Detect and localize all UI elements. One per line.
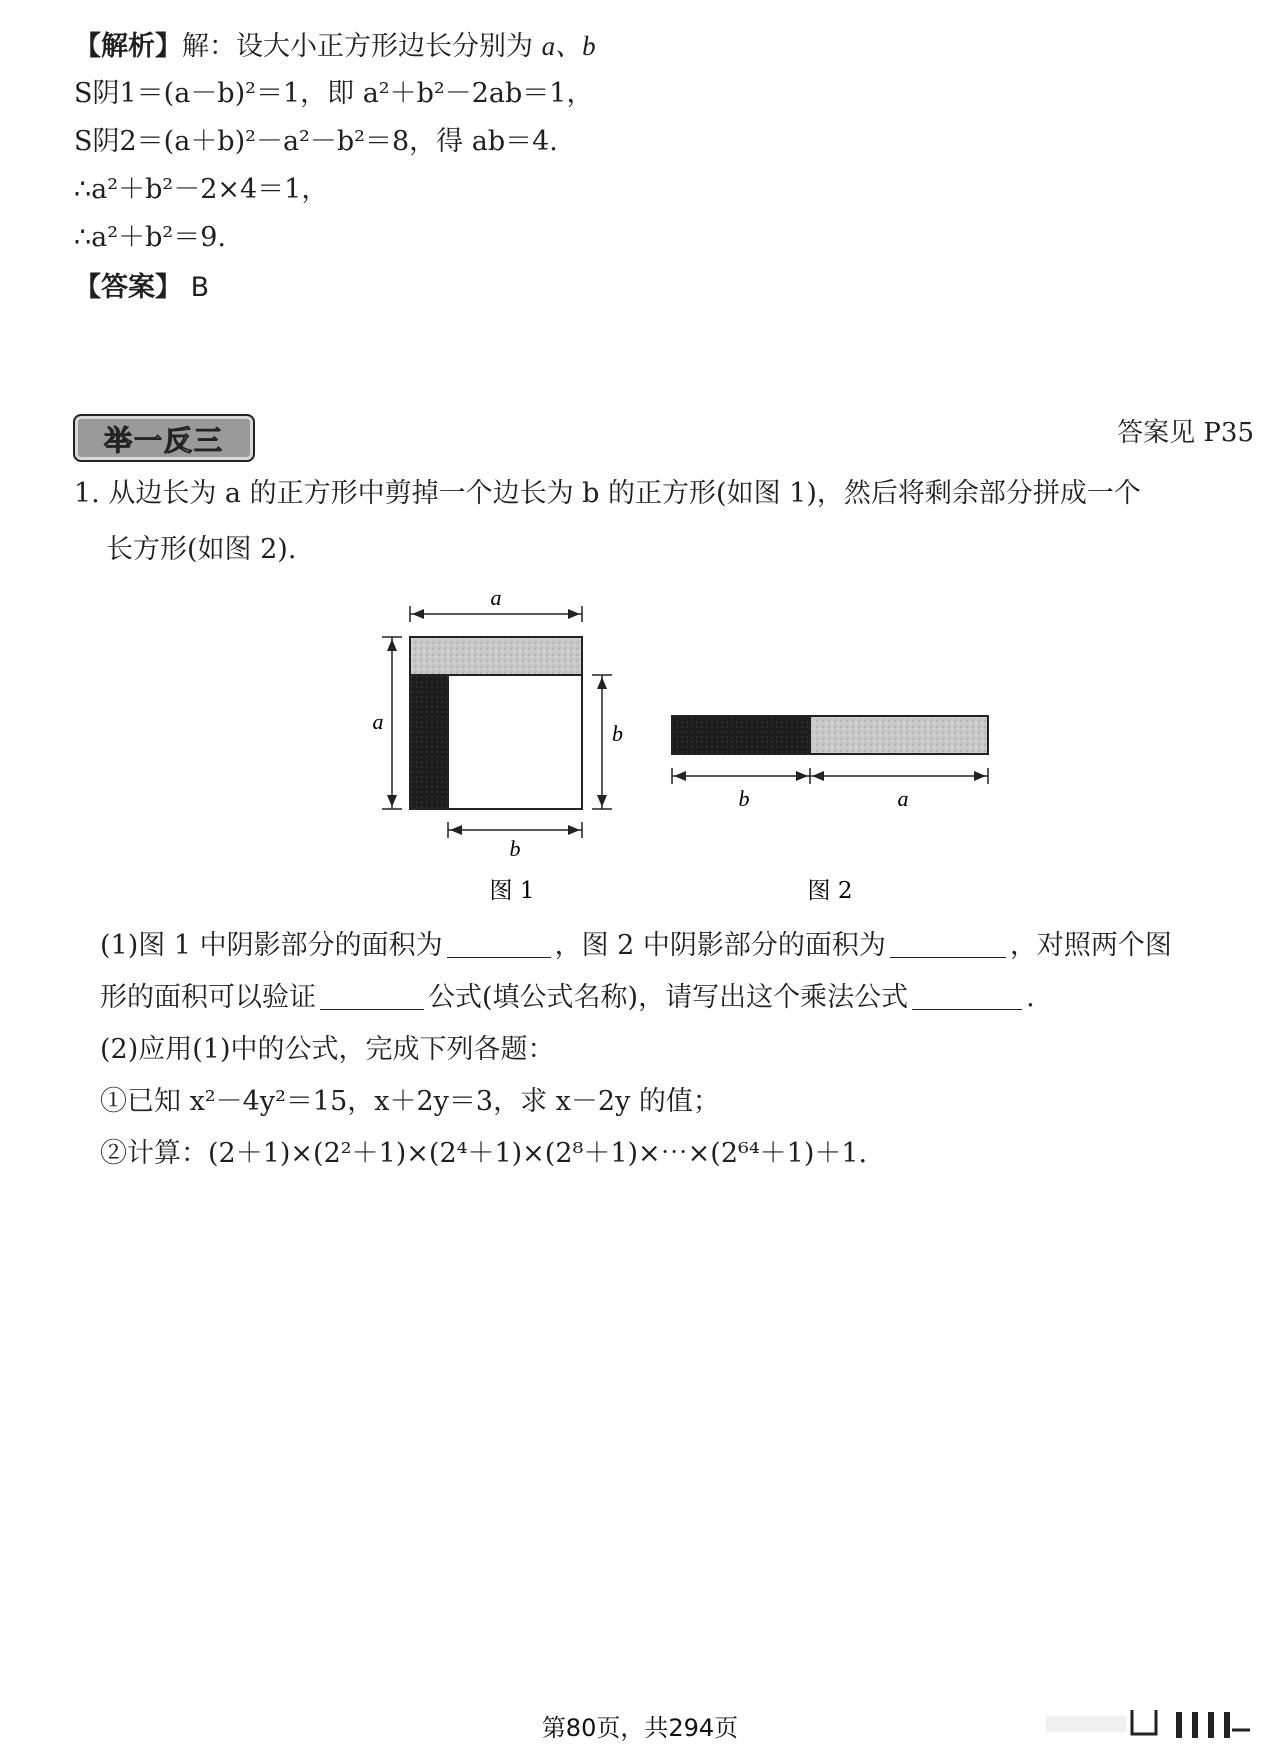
answer-reference: 答案见 P35 bbox=[1117, 418, 1254, 448]
question-2-1: ①已知 x²－4y²＝15，x＋2y＝3，求 x－2y 的值； bbox=[100, 1086, 720, 1117]
fig1-caption: 图 1 bbox=[489, 878, 535, 904]
analysis-intro: 解：设大小正方形边长分别为 bbox=[182, 31, 533, 62]
problem-stem-2: 长方形(如图 2). bbox=[106, 534, 297, 565]
figure-2 bbox=[672, 716, 988, 904]
question-2-2: ②计算：(2＋1)×(2²＋1)×(2⁴＋1)×(2⁸＋1)×⋯×(2⁶⁴＋1)＋1. bbox=[100, 1138, 868, 1169]
question-1-line-2 bbox=[100, 978, 1035, 1018]
answer-tag: 【答案】 bbox=[74, 272, 182, 303]
figure-1 bbox=[373, 585, 624, 904]
fig2-label-a: a bbox=[897, 786, 909, 811]
q1-part-c: ，对照两个图 bbox=[1009, 930, 1172, 961]
fig2-caption: 图 2 bbox=[807, 878, 853, 904]
corner-mark-icon bbox=[1036, 1702, 1256, 1746]
fig1-label-b-right: b bbox=[612, 721, 623, 746]
analysis-line-2: S阴1＝(a－b)²＝1，即 a²＋b²－2ab＝1， bbox=[74, 78, 594, 109]
fig1-label-a-left: a bbox=[372, 709, 384, 734]
q1-part-a: (1)图 1 中阴影部分的面积为 bbox=[100, 930, 443, 961]
analysis-line-3: S阴2＝(a＋b)²－a²－b²＝8，得 ab＝4. bbox=[74, 126, 558, 157]
fig2-label-b: b bbox=[738, 786, 750, 811]
question-1-line-1 bbox=[100, 926, 1172, 966]
q1-part-e: 公式(填公式名称)，请写出这个乘法公式 bbox=[428, 982, 909, 1013]
analysis-vars: a、b bbox=[541, 31, 596, 61]
fig1-left-strip bbox=[410, 675, 448, 809]
analysis-line-5: ∴a²＋b²＝9. bbox=[74, 222, 226, 253]
problem-stem-1: 1. 从边长为 a 的正方形中剪掉一个边长为 b 的正方形(如图 1)，然后将剩余部分拼成一个 bbox=[74, 478, 1141, 509]
q1-part-b: ，图 2 中阴影部分的面积为 bbox=[554, 930, 886, 961]
answer-blank-3[interactable] bbox=[320, 982, 424, 1010]
analysis-tag: 【解析】 bbox=[74, 31, 182, 62]
fig2-dark-part bbox=[672, 716, 810, 754]
fig1-label-b-bottom: b bbox=[509, 836, 521, 861]
q1-part-d: 形的面积可以验证 bbox=[100, 982, 316, 1013]
answer-value: B bbox=[190, 272, 210, 303]
fig1-top-strip bbox=[410, 637, 582, 675]
answer-blank-4[interactable] bbox=[912, 982, 1022, 1010]
section-badge-label: 举一反三 bbox=[103, 424, 224, 457]
fig1-label-a-top: a bbox=[490, 585, 502, 610]
fig2-light-part bbox=[810, 716, 988, 754]
answer-blank-2[interactable] bbox=[890, 930, 1006, 958]
page-footer: 第80页，共294页 bbox=[541, 1714, 739, 1742]
q1-part-f: . bbox=[1026, 982, 1035, 1013]
question-2: (2)应用(1)中的公式，完成下列各题： bbox=[100, 1034, 555, 1065]
answer-blank-1[interactable] bbox=[447, 930, 551, 958]
analysis-line-4: ∴a²＋b²－2×4＝1， bbox=[74, 174, 329, 205]
